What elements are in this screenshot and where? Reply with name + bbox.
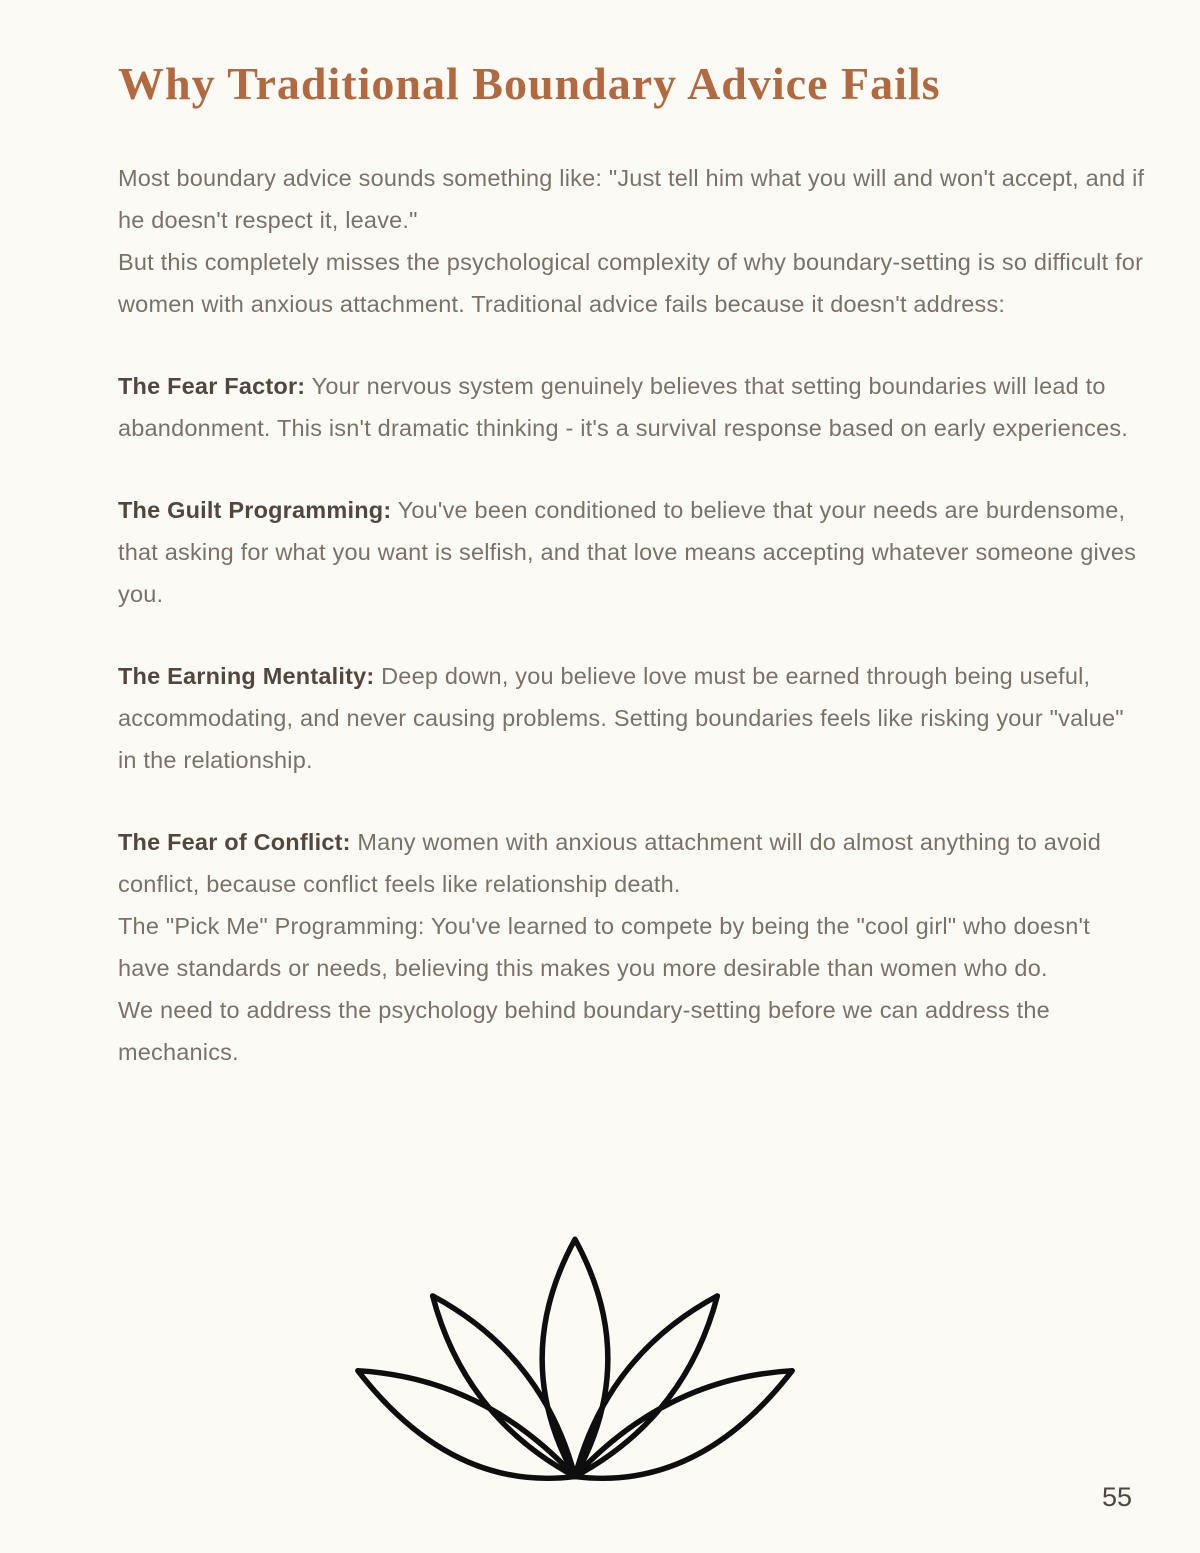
paragraph-text: Most boundary advice sounds something like: "Just tell him what you will and won't accept, and if he doesn't respect it, leave.": [118, 164, 1145, 233]
paragraph-text: Deep down, you believe love must be earned through being useful, accommodating, and never causing problems. Setting boundaries feels like risking your "value" in the relationship.: [118, 662, 1124, 773]
paragraph: [118, 365, 1146, 449]
paragraph: [118, 489, 1146, 615]
paragraph-lead: The Guilt Programming:: [118, 496, 392, 523]
paragraph-lead: The Earning Mentality:: [118, 662, 375, 689]
paragraph-text: Many women with anxious attachment will do almost anything to avoid conflict, because conflict feels like relationship death.: [118, 828, 1101, 897]
paragraph-text: We need to address the psychology behind boundary-setting before we can address the mechanics.: [118, 996, 1050, 1065]
paragraph: [118, 905, 1146, 989]
paragraph-block-earning-mentality: [118, 655, 1146, 781]
paragraph-block-guilt-programming: [118, 489, 1146, 615]
paragraph-block-fear-of-conflict: [118, 821, 1146, 1073]
page-number: 55: [1101, 1482, 1132, 1512]
paragraph: [118, 241, 1146, 325]
paragraph: [118, 655, 1146, 781]
paragraph: [118, 821, 1146, 905]
paragraph-block-intro: [118, 157, 1146, 325]
paragraph-text: You've been conditioned to believe that your needs are burdensome, that asking for what you want is selfish, and that love means accepting whatever someone gives you.: [118, 496, 1137, 607]
paragraph-text: But this completely misses the psychological complexity of why boundary-setting is so difficult for women with anxious attachment. Traditional advice fails because it doesn't address:: [118, 248, 1144, 317]
paragraph-block-fear-factor: [118, 365, 1146, 449]
paragraph-text: The "Pick Me" Programming: You've learned to compete by being the "cool girl" who doesn't have standards or needs, believing this makes you more desirable than women who do.: [118, 912, 1090, 981]
page-title: Why Traditional Boundary Advice Fails: [118, 58, 941, 109]
paragraph: [118, 157, 1146, 241]
page-content: [118, 58, 1146, 1113]
paragraph: [118, 989, 1146, 1073]
lotus-flower-icon: [344, 1232, 806, 1524]
paragraph-text: Your nervous system genuinely believes that setting boundaries will lead to abandonment. This isn't dramatic thinking - it's a survival response based on early experiences.: [118, 372, 1129, 441]
paragraph-lead: The Fear of Conflict:: [118, 828, 351, 855]
paragraph-lead: The Fear Factor:: [118, 372, 306, 399]
